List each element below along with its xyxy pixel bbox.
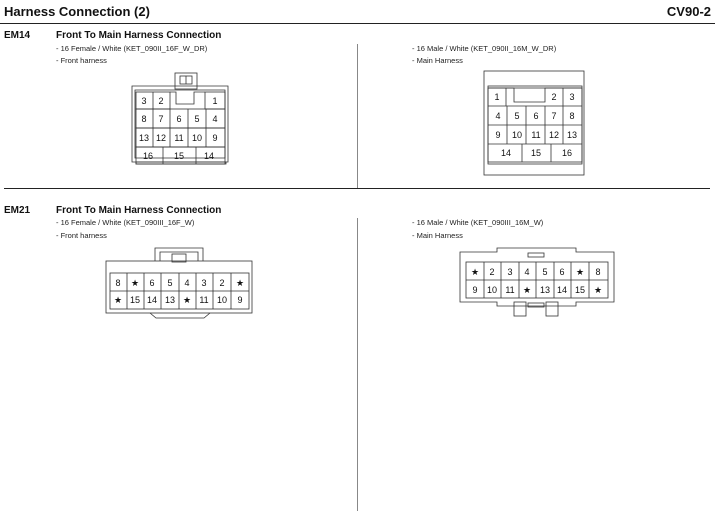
pin-label: 7: [551, 111, 557, 121]
section-divider: [4, 188, 710, 189]
pin-label: 8: [115, 278, 121, 288]
pin-label: 4: [212, 114, 218, 124]
section-title-em14: Front To Main Harness Connection: [56, 30, 222, 41]
pin-label: 3: [507, 267, 513, 277]
pin-label: 1: [494, 92, 500, 102]
pin-label: 4: [524, 267, 530, 277]
pin-label: 9: [472, 285, 478, 295]
pin-label: 11: [199, 295, 209, 305]
pin-label: 15: [530, 148, 542, 158]
em14-male-connector: [484, 71, 584, 175]
pin-label: 9: [212, 133, 218, 143]
pin-label: 3: [141, 96, 147, 106]
pin-label: ★: [470, 267, 480, 277]
pin-label: 14: [203, 151, 215, 161]
pin-label: 10: [216, 295, 228, 305]
pin-label: 13: [164, 295, 176, 305]
section-title-em21: Front To Main Harness Connection: [56, 205, 222, 216]
pin-label: 1: [212, 96, 218, 106]
pin-label: ★: [593, 285, 603, 295]
pin-label: 13: [566, 130, 578, 140]
pin-label: 8: [569, 111, 575, 121]
em14-left-name: - Front harness: [56, 56, 107, 65]
pin-label: 8: [595, 267, 601, 277]
pin-label: ★: [522, 285, 532, 295]
pin-label: 6: [533, 111, 539, 121]
pin-label: ★: [235, 278, 245, 288]
pin-label: 6: [559, 267, 565, 277]
em21-male-connector: [460, 248, 614, 316]
pin-label: ★: [575, 267, 585, 277]
pin-label: 2: [158, 96, 164, 106]
em21-left-spec: - 16 Female / White (KET_090III_16F_W): [56, 218, 195, 227]
pin-label: 16: [142, 151, 154, 161]
pin-label: 10: [486, 285, 498, 295]
pin-label: 10: [511, 130, 523, 140]
pin-label: 14: [556, 285, 568, 295]
em21-left-name: - Front harness: [56, 231, 107, 240]
pin-label: 5: [514, 111, 520, 121]
pin-label: 15: [129, 295, 141, 305]
pin-label: 6: [176, 114, 182, 124]
pin-label: 5: [167, 278, 173, 288]
pin-label: 11: [531, 130, 541, 140]
pin-label: 9: [495, 130, 501, 140]
pin-label: 2: [489, 267, 495, 277]
pin-label: 10: [191, 133, 203, 143]
em14-right-spec: - 16 Male / White (KET_090II_16M_W_DR): [412, 44, 557, 53]
pin-label: 4: [495, 111, 501, 121]
pin-label: 13: [138, 133, 150, 143]
pin-label: 14: [500, 148, 512, 158]
page-title: Harness Connection (2): [4, 4, 150, 19]
em21-column-divider: [357, 218, 358, 511]
pin-label: ★: [113, 295, 123, 305]
em14-left-spec: - 16 Female / White (KET_090II_16F_W_DR): [56, 44, 208, 53]
pin-label: 11: [505, 285, 515, 295]
pin-label: 7: [158, 114, 164, 124]
pin-label: 11: [174, 133, 184, 143]
pin-label: 9: [237, 295, 243, 305]
em21-female-connector: [106, 248, 252, 318]
em21-right-name: - Main Harness: [412, 231, 463, 240]
em21-right-spec: - 16 Male / White (KET_090III_16M_W): [412, 218, 544, 227]
pin-label: 2: [219, 278, 225, 288]
pin-label: 6: [149, 278, 155, 288]
pin-label: 3: [569, 92, 575, 102]
pin-label: 8: [141, 114, 147, 124]
pin-label: 4: [184, 278, 190, 288]
pin-label: 15: [173, 151, 185, 161]
pin-label: 12: [548, 130, 560, 140]
pin-label: 5: [542, 267, 548, 277]
pin-label: 15: [574, 285, 586, 295]
section-id-em14: EM14: [4, 30, 31, 41]
section-id-em21: EM21: [4, 205, 31, 216]
pin-label: 13: [539, 285, 551, 295]
pin-label: 12: [155, 133, 167, 143]
pin-label: 5: [194, 114, 200, 124]
pin-label: 14: [146, 295, 158, 305]
pin-label: ★: [182, 295, 192, 305]
pin-label: 2: [551, 92, 557, 102]
page-code: CV90-2: [666, 4, 711, 19]
pin-label: 16: [561, 148, 573, 158]
pin-label: 3: [201, 278, 207, 288]
em14-right-name: - Main Harness: [412, 56, 463, 65]
pin-label: ★: [130, 278, 140, 288]
